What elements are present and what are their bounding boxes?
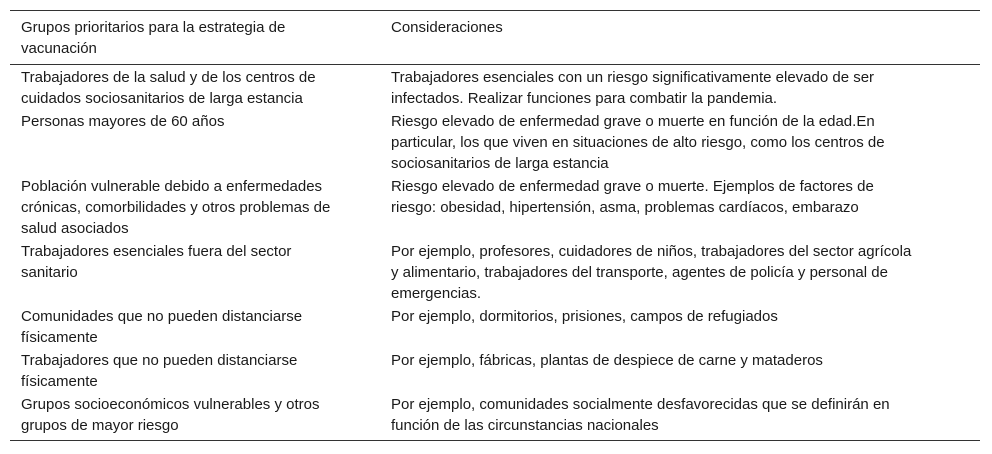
group-cell: Trabajadores de la salud y de los centros de cuidados sociosanitarios de larga estancia — [21, 69, 316, 107]
group-cell: Población vulnerable debido a enfermedades crónicas, comorbilidades y otros problemas de salud asociados — [21, 178, 331, 237]
header-priority-groups: Grupos prioritarios para la estrategia de vacunación — [21, 19, 286, 57]
table-row — [10, 349, 980, 393]
table-row — [10, 240, 980, 305]
considerations-cell: Por ejemplo, fábricas, plantas de despiece de carne y mataderos — [391, 352, 823, 369]
table-header-row — [10, 11, 980, 65]
considerations-cell: Riesgo elevado de enfermedad grave o muerte. Ejemplos de factores de riesgo: obesidad, hipertensión, asma, problemas cardíacos, embarazo — [391, 178, 874, 216]
group-cell: Grupos socioeconómicos vulnerables y otros grupos de mayor riesgo — [21, 396, 320, 434]
group-cell: Trabajadores que no pueden distanciarse físicamente — [21, 352, 298, 390]
considerations-cell: Riesgo elevado de enfermedad grave o muerte en función de la edad.En particular, los que viven en situaciones de alto riesgo, como los centros de sociosanitarios de larga estancia — [391, 113, 885, 172]
vaccination-priority-table — [10, 10, 980, 441]
group-cell: Trabajadores esenciales fuera del sector sanitario — [21, 243, 292, 281]
table-row — [10, 66, 980, 110]
table-row — [10, 393, 980, 437]
considerations-cell: Por ejemplo, profesores, cuidadores de niños, trabajadores del sector agrícola y alimentario, trabajadores del transporte, agentes de policía y personal de emergencias. — [391, 243, 912, 302]
considerations-cell: Trabajadores esenciales con un riesgo significativamente elevado de ser infectados. Realizar funciones para combatir la pandemia. — [391, 69, 875, 107]
table-row — [10, 305, 980, 349]
considerations-cell: Por ejemplo, dormitorios, prisiones, campos de refugiados — [391, 308, 778, 325]
group-cell: Comunidades que no pueden distanciarse físicamente — [21, 308, 303, 346]
considerations-cell: Por ejemplo, comunidades socialmente desfavorecidas que se definirán en función de las circunstancias nacionales — [391, 396, 890, 434]
group-cell: Personas mayores de 60 años — [21, 113, 225, 130]
table-row — [10, 175, 980, 240]
header-considerations: Consideraciones — [391, 19, 503, 36]
table-row — [10, 110, 980, 175]
